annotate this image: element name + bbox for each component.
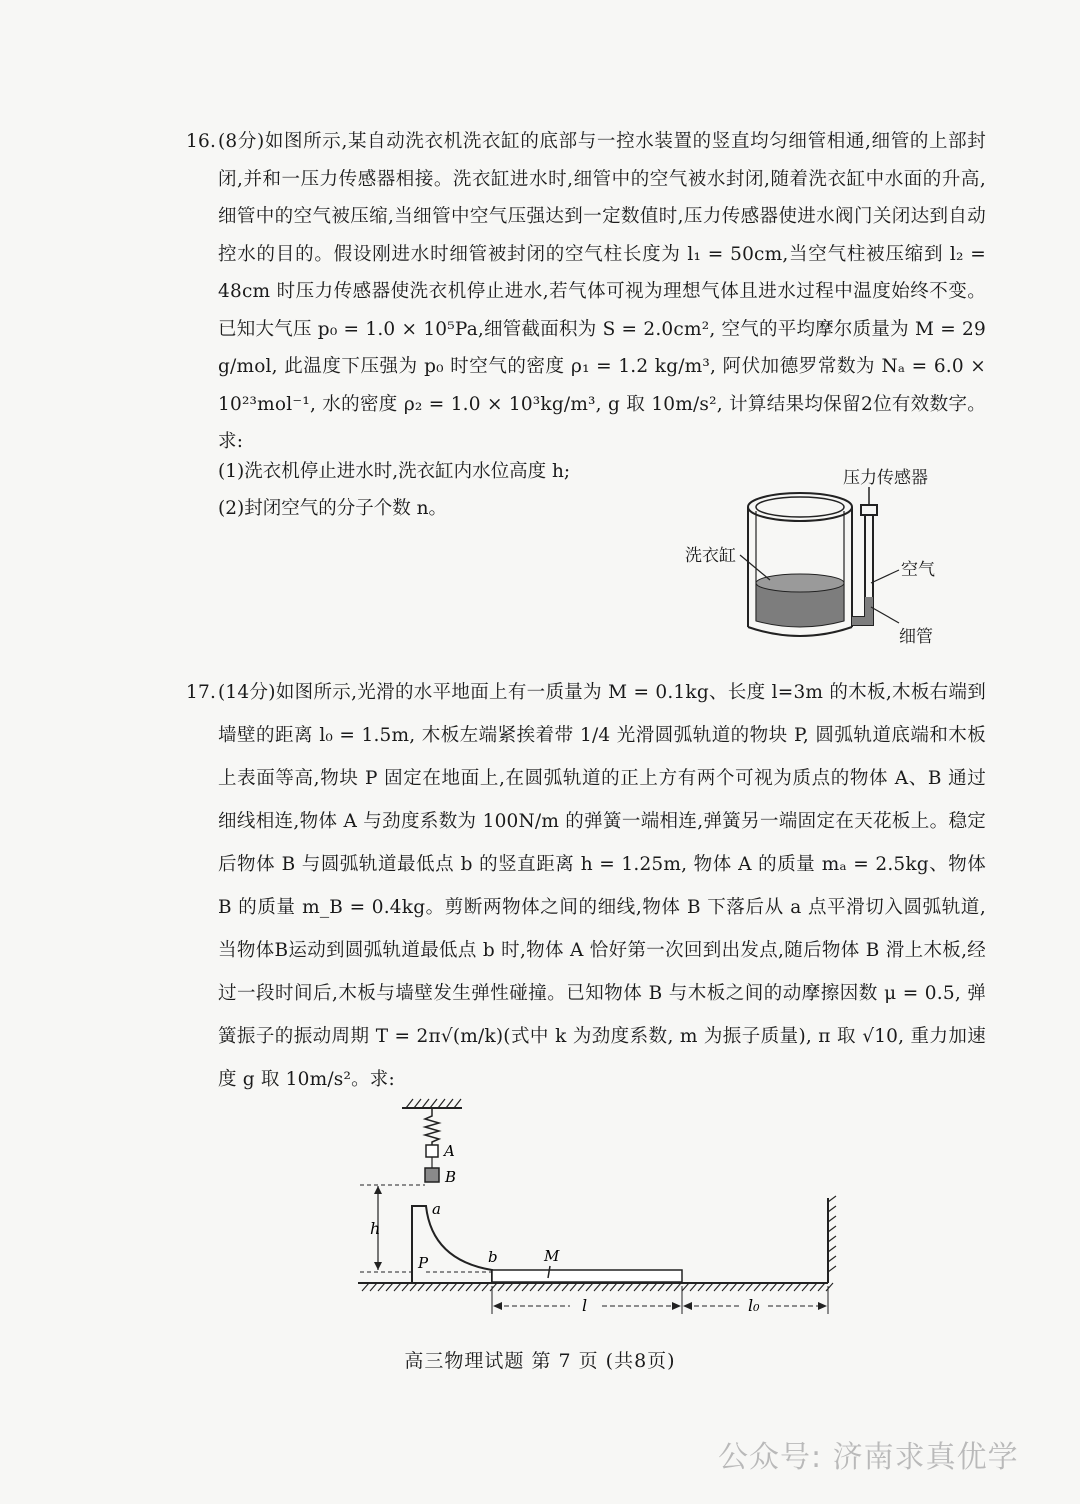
question-17-text: (14分)如图所示,光滑的水平地面上有一质量为 M = 0.1kg、长度 l=3m 的木板,木板右端到墙壁的距离 l₀ = 1.5m, 木板左端紧挨着带 1/4 光滑圆弧轨道的物块 P, 圆弧轨道底端和木板上表面等高,物块 P 固定在地面上,在圆弧轨道的正上方有两个可视为质点的物体 A、B 通过细线相连,物体 A 与劲度系数为 100N/m 的弹簧一端相连,弹簧另一端固定在天花板上。稳定后物体 B 与圆弧轨道最低点 b 的竖直距离 h = 1.25m, 物体 A 的质量 mₐ = 2.5kg、物体 B 的质量 m_B = 0.4kg。剪断两物体之间的细线,物体 B 下落后从 a 点平滑切入圆弧轨道,当物体B运动到圆弧轨道最低点 b 时,物体 A 恰好第一次回到出发点,随后物体 B 滑上木板,经过一段时间后,木板与墙壁发生弹性碰撞。已知物体 B 与木板之间的动摩擦因数 μ = 0.5, 弹簧振子的振动周期 T = 2π√(m/k)(式中 k 为劲度系数, m 为振子质量), π 取 √10, 重力加速度 g 取 10m/s²。求:	[218, 682, 986, 1090]
question-16	[186, 123, 986, 461]
label-l: l	[582, 1296, 588, 1315]
question-16-text: (8分)如图所示,某自动洗衣机洗衣缸的底部与一控水装置的竖直均匀细管相通,细管的上部封闭,并和一压力传感器相接。洗衣缸进水时,细管中的空气被水封闭,随着洗衣缸中水面的升高,细管中的空气被压缩,当细管中空气压强达到一定数值时,压力传感器使进水阀门关闭达到自动控水的目的。假设刚进水时细管被封闭的空气柱长度为 l₁ = 50cm,当空气柱被压缩到 l₂ = 48cm 时压力传感器使洗衣机停止进水,若气体可视为理想气体且进水过程中温度始终不变。已知大气压 p₀ = 1.0 × 10⁵Pa,细管截面积为 S = 2.0cm², 空气的平均摩尔质量为 M = 29 g/mol, 此温度下压强为 p₀ 时空气的密度 ρ₁ = 1.2 kg/m³, 阿伏加德罗常数为 Nₐ = 6.0 × 10²³mol⁻¹, 水的密度 ρ₂ = 1.0 × 10³kg/m³, g 取 10m/s², 计算结果均保留2位有效数字。求:	[218, 131, 986, 452]
label-h: h	[370, 1219, 381, 1238]
label-b-point: b	[488, 1248, 498, 1266]
question-16-sub1: (1)洗衣机停止进水时,洗衣缸内水位高度 h;	[218, 461, 571, 482]
spring-track-figure	[350, 1090, 860, 1320]
label-a-block: A	[444, 1142, 455, 1160]
watermark: 公众号: 济南求真优学	[718, 1440, 1019, 1475]
question-17	[186, 671, 986, 1101]
block-a	[426, 1145, 438, 1157]
label-a-point: a	[432, 1200, 441, 1218]
question-16-number: 16.	[186, 131, 217, 152]
label-m: M	[544, 1247, 560, 1265]
label-washing-tank: 洗衣缸	[685, 546, 736, 566]
block-b	[425, 1168, 439, 1182]
board	[492, 1270, 682, 1282]
label-p: P	[418, 1254, 429, 1272]
question-16-sub2: (2)封闭空气的分子个数 n。	[218, 498, 448, 519]
label-pressure-sensor: 压力传感器	[843, 468, 928, 488]
label-thin-tube: 细管	[899, 627, 933, 647]
page-footer: 高三物理试题 第 7 页 (共8页)	[404, 1350, 676, 1372]
label-b-block: B	[445, 1168, 457, 1186]
question-17-number: 17.	[186, 682, 217, 703]
label-l0: l₀	[748, 1296, 760, 1315]
label-air: 空气	[901, 560, 935, 580]
